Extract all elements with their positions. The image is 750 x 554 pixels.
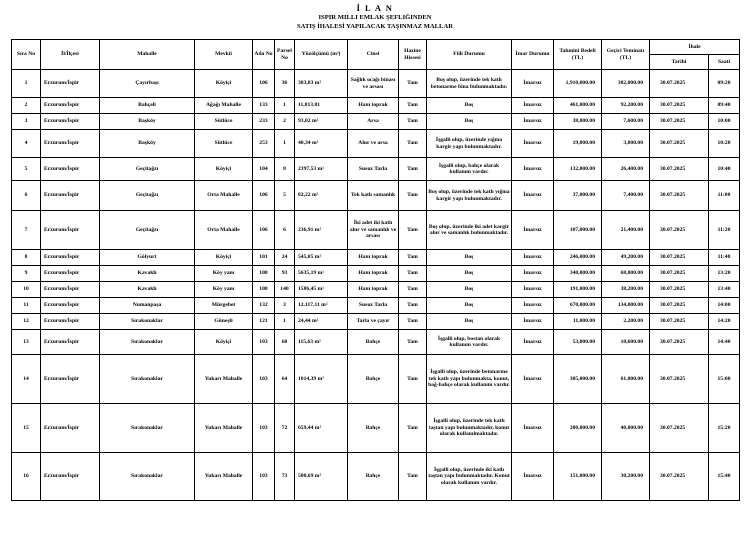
cell-sira: 3 xyxy=(12,114,41,130)
cell-cinsi: Bahçe xyxy=(348,355,399,404)
notice-subtitle: ISPIR MILLI EMLAK ŞEFLIĞINDEN xyxy=(318,14,432,21)
cell-il: Erzurum/İspir xyxy=(41,355,100,404)
cell-saat: 15:40 xyxy=(709,453,740,501)
cell-hisse: Tam xyxy=(399,404,427,453)
cell-imar: İmarsız xyxy=(512,181,554,211)
cell-ada: 101 xyxy=(253,250,275,266)
cell-parsel: 8 xyxy=(275,158,295,181)
cell-tarih: 30.07.2025 xyxy=(650,114,709,130)
cell-teminat: 40,000.00 xyxy=(602,404,650,453)
col-header-il: İl/İlçesi xyxy=(41,40,100,70)
table-row xyxy=(12,98,740,114)
cell-il: Erzurum/İspir xyxy=(41,453,100,501)
cell-hisse: Tam xyxy=(399,298,427,314)
cell-cinsi: Arsa xyxy=(348,114,399,130)
cell-parsel: 36 xyxy=(275,70,295,98)
cell-ada: 103 xyxy=(253,330,275,355)
cell-yuzolcumu: 659,44 m² xyxy=(295,404,348,453)
cell-fiili: Boş olup, üzerinde iki adet kargir ahır ve samanlık bulunmaktadır. xyxy=(427,211,512,250)
cell-yuzolcumu: 2397,53 m² xyxy=(295,158,348,181)
cell-il: Erzurum/İspir xyxy=(41,70,100,98)
cell-sira: 7 xyxy=(12,211,41,250)
cell-teminat: 3,800.00 xyxy=(602,130,650,158)
cell-saat: 11:40 xyxy=(709,250,740,266)
cell-mevki: Köyiçi xyxy=(195,250,253,266)
cell-mahalle: Geçitağzı xyxy=(100,158,195,181)
cell-imar: İmarsız xyxy=(512,98,554,114)
cell-hisse: Tam xyxy=(399,70,427,98)
cell-imar: İmarsız xyxy=(512,355,554,404)
cell-mevki: Yukarı Mahalle xyxy=(195,355,253,404)
cell-bedel: 38,000.00 xyxy=(554,114,602,130)
table-row xyxy=(12,211,740,250)
cell-mahalle: Sırakonaklar xyxy=(100,330,195,355)
cell-yuzolcumu: 11,813.81 xyxy=(295,98,348,114)
cell-teminat: 21,400.00 xyxy=(602,211,650,250)
cell-saat: 11:00 xyxy=(709,181,740,211)
cell-bedel: 670,000.00 xyxy=(554,298,602,314)
cell-sira: 12 xyxy=(12,314,41,330)
cell-mahalle: Gölyurt xyxy=(100,250,195,266)
cell-parsel: 140 xyxy=(275,282,295,298)
table-row xyxy=(12,70,740,98)
cell-hisse: Tam xyxy=(399,114,427,130)
cell-sira: 10 xyxy=(12,282,41,298)
col-header-sira: Sıra No xyxy=(12,40,41,70)
cell-imar: İmarsız xyxy=(512,114,554,130)
cell-teminat: 49,200.00 xyxy=(602,250,650,266)
col-header-saat: Saati xyxy=(709,55,740,70)
cell-tarih: 30.07.2025 xyxy=(650,98,709,114)
cell-parsel: 1 xyxy=(275,130,295,158)
cell-teminat: 68,000.00 xyxy=(602,266,650,282)
cell-parsel: 2 xyxy=(275,114,295,130)
cell-il: Erzurum/İspir xyxy=(41,114,100,130)
cell-sira: 5 xyxy=(12,158,41,181)
cell-teminat: 134,000.00 xyxy=(602,298,650,314)
cell-mevki: Köyiçi xyxy=(195,158,253,181)
cell-teminat: 382,000.00 xyxy=(602,70,650,98)
cell-fiili: Boş xyxy=(427,266,512,282)
table-row xyxy=(12,355,740,404)
cell-il: Erzurum/İspir xyxy=(41,266,100,282)
cell-parsel: 24 xyxy=(275,250,295,266)
cell-mevki: Köy yanı xyxy=(195,282,253,298)
cell-tarih: 30.07.2025 xyxy=(650,330,709,355)
cell-mevki: Mürgebet xyxy=(195,298,253,314)
col-header-ihale: İhale xyxy=(650,40,740,55)
cell-mevki: Sütlüce xyxy=(195,114,253,130)
cell-ada: 233 xyxy=(253,114,275,130)
col-header-mahalle: Mahalle xyxy=(100,40,195,70)
cell-hisse: Tam xyxy=(399,282,427,298)
table-row xyxy=(12,314,740,330)
cell-mevki: Köy yanı xyxy=(195,266,253,282)
cell-cinsi: Ham toprak xyxy=(348,250,399,266)
cell-hisse: Tam xyxy=(399,314,427,330)
cell-bedel: 200,000.00 xyxy=(554,404,602,453)
cell-hisse: Tam xyxy=(399,130,427,158)
cell-saat: 14:20 xyxy=(709,314,740,330)
cell-yuzolcumu: 236,91 m² xyxy=(295,211,348,250)
cell-hisse: Tam xyxy=(399,266,427,282)
cell-il: Erzurum/İspir xyxy=(41,98,100,114)
cell-bedel: 107,000.00 xyxy=(554,211,602,250)
cell-il: Erzurum/İspir xyxy=(41,158,100,181)
cell-yuzolcumu: 5635,19 m² xyxy=(295,266,348,282)
col-header-tarih: Tarihi xyxy=(650,55,709,70)
cell-sira: 11 xyxy=(12,298,41,314)
cell-teminat: 92,200.00 xyxy=(602,98,650,114)
cell-saat: 10:00 xyxy=(709,114,740,130)
cell-tarih: 30.07.2025 xyxy=(650,282,709,298)
cell-bedel: 37,000.00 xyxy=(554,181,602,211)
cell-ada: 103 xyxy=(253,404,275,453)
cell-hisse: Tam xyxy=(399,211,427,250)
table-row xyxy=(12,130,740,158)
cell-il: Erzurum/İspir xyxy=(41,130,100,158)
col-header-ada: Ada No xyxy=(253,40,275,70)
cell-il: Erzurum/İspir xyxy=(41,250,100,266)
cell-teminat: 7,400.00 xyxy=(602,181,650,211)
cell-imar: İmarsız xyxy=(512,330,554,355)
cell-yuzolcumu: 24,44 m² xyxy=(295,314,348,330)
col-header-yuzolcumu: Yüzölçümü (m²) xyxy=(295,40,348,70)
cell-yuzolcumu: 545,05 m² xyxy=(295,250,348,266)
cell-saat: 10:40 xyxy=(709,158,740,181)
cell-imar: İmarsız xyxy=(512,453,554,501)
cell-yuzolcumu: 93,02 m² xyxy=(295,114,348,130)
cell-bedel: 151,000.00 xyxy=(554,453,602,501)
cell-mevki: Köyiçi xyxy=(195,330,253,355)
cell-parsel: 72 xyxy=(275,404,295,453)
cell-sira: 2 xyxy=(12,98,41,114)
cell-sira: 4 xyxy=(12,130,41,158)
cell-imar: İmarsız xyxy=(512,250,554,266)
cell-teminat: 7,600.00 xyxy=(602,114,650,130)
cell-imar: İmarsız xyxy=(512,404,554,453)
cell-saat: 11:20 xyxy=(709,211,740,250)
cell-cinsi: İki adet iki katlı ahır ve samanlık ve arsası xyxy=(348,211,399,250)
col-header-mevki: Mevkii xyxy=(195,40,253,70)
cell-sira: 8 xyxy=(12,250,41,266)
cell-tarih: 30.07.2025 xyxy=(650,70,709,98)
cell-ada: 106 xyxy=(253,181,275,211)
cell-bedel: 19,000.00 xyxy=(554,130,602,158)
cell-tarih: 30.07.2025 xyxy=(650,211,709,250)
cell-il: Erzurum/İspir xyxy=(41,314,100,330)
cell-parsel: 1 xyxy=(275,98,295,114)
cell-imar: İmarsız xyxy=(512,282,554,298)
cell-ada: 106 xyxy=(253,70,275,98)
cell-sira: 13 xyxy=(12,330,41,355)
cell-ada: 104 xyxy=(253,158,275,181)
cell-ada: 121 xyxy=(253,314,275,330)
cell-cinsi: Ahır ve arsa xyxy=(348,130,399,158)
col-header-teminat: Geçici Teminatı (TL) xyxy=(602,40,650,70)
cell-teminat: 10,600.00 xyxy=(602,330,650,355)
cell-fiili: Boş xyxy=(427,98,512,114)
cell-parsel: 93 xyxy=(275,266,295,282)
table-row xyxy=(12,298,740,314)
cell-yuzolcumu: 1586,45 m² xyxy=(295,282,348,298)
col-header-parsel: Parsel No xyxy=(275,40,295,70)
cell-mevki: Yukarı Mahalle xyxy=(195,453,253,501)
cell-ada: 106 xyxy=(253,211,275,250)
cell-fiili: İşgalli olup, üzerinde yığma kargir yapı bulunmaktadır. xyxy=(427,130,512,158)
cell-parsel: 3 xyxy=(275,298,295,314)
cell-yuzolcumu: 1014,39 m² xyxy=(295,355,348,404)
cell-cinsi: Susuz Tarla xyxy=(348,158,399,181)
cell-mahalle: Sırakonaklar xyxy=(100,404,195,453)
table-row xyxy=(12,330,740,355)
cell-tarih: 30.07.2025 xyxy=(650,355,709,404)
cell-mahalle: Kavakh xyxy=(100,266,195,282)
cell-hisse: Tam xyxy=(399,453,427,501)
cell-cinsi: Ham toprak xyxy=(348,266,399,282)
col-header-fiili: Fiili Durumu xyxy=(427,40,512,70)
cell-yuzolcumu: 12.117,11 m² xyxy=(295,298,348,314)
cell-saat: 09:20 xyxy=(709,70,740,98)
cell-teminat: 38,200.00 xyxy=(602,282,650,298)
table-row xyxy=(12,266,740,282)
cell-yuzolcumu: 500,69 m² xyxy=(295,453,348,501)
cell-mahalle: Geçitağzı xyxy=(100,181,195,211)
cell-cinsi: Bahçe xyxy=(348,404,399,453)
cell-tarih: 30.07.2025 xyxy=(650,453,709,501)
cell-fiili: Boş olup, üzerinde tek katlı yığma kargir yapı bulunmaktadır. xyxy=(427,181,512,211)
cell-il: Erzurum/İspir xyxy=(41,298,100,314)
cell-teminat: 30,200.00 xyxy=(602,453,650,501)
cell-mahalle: Çayırbaşı xyxy=(100,70,195,98)
cell-bedel: 305,000.00 xyxy=(554,355,602,404)
cell-mahalle: Geçitağzı xyxy=(100,211,195,250)
cell-saat: 10:20 xyxy=(709,130,740,158)
cell-saat: 13:40 xyxy=(709,282,740,298)
cell-teminat: 2,200.00 xyxy=(602,314,650,330)
table-row xyxy=(12,181,740,211)
cell-fiili: Boş olup, üzerinde tek katlı betonarme bina bulunmaktadır. xyxy=(427,70,512,98)
cell-cinsi: Bahçe xyxy=(348,330,399,355)
table-row xyxy=(12,282,740,298)
col-header-bedel: Tahmini Bedeli (TL) xyxy=(554,40,602,70)
table-row xyxy=(12,158,740,181)
cell-mahalle: Numanpaşa xyxy=(100,298,195,314)
cell-tarih: 30.07.2025 xyxy=(650,181,709,211)
cell-teminat: 61,000.00 xyxy=(602,355,650,404)
cell-mevki: Orta Mahalle xyxy=(195,181,253,211)
cell-sira: 14 xyxy=(12,355,41,404)
cell-parsel: 6 xyxy=(275,211,295,250)
cell-imar: İmarsız xyxy=(512,298,554,314)
cell-tarih: 30.07.2025 xyxy=(650,158,709,181)
cell-fiili: Boş xyxy=(427,314,512,330)
cell-tarih: 30.07.2025 xyxy=(650,314,709,330)
col-header-imar: İmar Durumu xyxy=(512,40,554,70)
cell-mevki: Köyiçi xyxy=(195,70,253,98)
cell-mevki: Ağağı Mahalle xyxy=(195,98,253,114)
table-row xyxy=(12,404,740,453)
cell-hisse: Tam xyxy=(399,158,427,181)
cell-fiili: Boş xyxy=(427,250,512,266)
cell-fiili: İşgalli olup, üzerinde tek katlı taştan yapı bulunmaktadır, konut olarak kullanılmaktadır. xyxy=(427,404,512,453)
cell-ada: 108 xyxy=(253,266,275,282)
cell-bedel: 11,000.00 xyxy=(554,314,602,330)
cell-ada: 132 xyxy=(253,298,275,314)
cell-imar: İmarsız xyxy=(512,211,554,250)
cell-fiili: İşgalli olup, üzerinde betonarme tek katlı yapı bulunmakta, konut, bağ-bahçe olarak kullanım vardır. xyxy=(427,355,512,404)
cell-cinsi: Ham toprak xyxy=(348,282,399,298)
cell-mevki: Orta Mahalle xyxy=(195,211,253,250)
cell-yuzolcumu: 40,34 m² xyxy=(295,130,348,158)
cell-sira: 1 xyxy=(12,70,41,98)
cell-saat: 09:40 xyxy=(709,98,740,114)
table-row xyxy=(12,250,740,266)
notice-title: İ L A N xyxy=(356,3,394,13)
table-row xyxy=(12,114,740,130)
cell-saat: 13:20 xyxy=(709,266,740,282)
cell-il: Erzurum/İspir xyxy=(41,282,100,298)
cell-mahalle: Kavakh xyxy=(100,282,195,298)
cell-tarih: 30.07.2025 xyxy=(650,298,709,314)
cell-saat: 14:00 xyxy=(709,298,740,314)
col-header-hisse: Hazine Hissesi xyxy=(399,40,427,70)
cell-imar: İmarsız xyxy=(512,314,554,330)
cell-fiili: Boş xyxy=(427,298,512,314)
cell-tarih: 30.07.2025 xyxy=(650,266,709,282)
cell-hisse: Tam xyxy=(399,330,427,355)
cell-ada: 103 xyxy=(253,355,275,404)
cell-sira: 6 xyxy=(12,181,41,211)
cell-ada: 108 xyxy=(253,282,275,298)
cell-fiili: Boş xyxy=(427,282,512,298)
table-body xyxy=(12,70,740,501)
cell-il: Erzurum/İspir xyxy=(41,181,100,211)
cell-hisse: Tam xyxy=(399,250,427,266)
cell-cinsi: Susuz Tarla xyxy=(348,298,399,314)
cell-bedel: 53,000.00 xyxy=(554,330,602,355)
cell-hisse: Tam xyxy=(399,181,427,211)
cell-il: Erzurum/İspir xyxy=(41,330,100,355)
cell-bedel: 132,000.00 xyxy=(554,158,602,181)
cell-saat: 15:20 xyxy=(709,404,740,453)
property-table xyxy=(11,39,740,501)
cell-imar: İmarsız xyxy=(512,266,554,282)
cell-parsel: 5 xyxy=(275,181,295,211)
cell-cinsi: Tek katlı samanlık xyxy=(348,181,399,211)
cell-parsel: 68 xyxy=(275,330,295,355)
notice-header xyxy=(0,0,750,31)
cell-mahalle: Sırakonaklar xyxy=(100,453,195,501)
cell-bedel: 461,000.00 xyxy=(554,98,602,114)
cell-fiili: İşgalli olup, bostan olarak kullanım vardır. xyxy=(427,330,512,355)
cell-mahalle: Sırakonaklar xyxy=(100,355,195,404)
cell-ada: 253 xyxy=(253,130,275,158)
cell-sira: 9 xyxy=(12,266,41,282)
cell-mevki: Sütlüce xyxy=(195,130,253,158)
table-row xyxy=(12,453,740,501)
col-header-cinsi: Cinsi xyxy=(348,40,399,70)
cell-tarih: 30.07.2025 xyxy=(650,250,709,266)
cell-bedel: 191,000.00 xyxy=(554,282,602,298)
cell-saat: 15:00 xyxy=(709,355,740,404)
notice-heading: SATIŞ İHALESİ YAPILACAK TAŞINMAZ MALLAR xyxy=(297,23,453,30)
cell-bedel: 246,000.00 xyxy=(554,250,602,266)
table-header-row xyxy=(12,40,740,55)
cell-imar: İmarsız xyxy=(512,130,554,158)
cell-parsel: 1 xyxy=(275,314,295,330)
cell-mahalle: Başköy xyxy=(100,114,195,130)
cell-fiili: İşgalli olup, bahçe olarak kullanım vardır. xyxy=(427,158,512,181)
cell-teminat: 26,400.00 xyxy=(602,158,650,181)
cell-sira: 16 xyxy=(12,453,41,501)
cell-il: Erzurum/İspir xyxy=(41,211,100,250)
cell-mahalle: Sırakonaklar xyxy=(100,314,195,330)
cell-fiili: İşgalli olup, üzerinde iki katlı taştan yapı bulunmaktadır. Konut olarak kullanım vardır. xyxy=(427,453,512,501)
cell-mahalle: Başköy xyxy=(100,130,195,158)
cell-tarih: 30.07.2025 xyxy=(650,130,709,158)
cell-bedel: 1,910,000.00 xyxy=(554,70,602,98)
cell-yuzolcumu: 82,22 m² xyxy=(295,181,348,211)
cell-imar: İmarsız xyxy=(512,158,554,181)
cell-parsel: 64 xyxy=(275,355,295,404)
cell-fiili: Boş xyxy=(427,114,512,130)
cell-sira: 15 xyxy=(12,404,41,453)
cell-mevki: Yukarı Mahalle xyxy=(195,404,253,453)
cell-imar: İmarsız xyxy=(512,70,554,98)
cell-hisse: Tam xyxy=(399,355,427,404)
cell-cinsi: Ham toprak xyxy=(348,98,399,114)
cell-il: Erzurum/İspir xyxy=(41,404,100,453)
cell-ada: 133 xyxy=(253,98,275,114)
cell-cinsi: Tarla ve çayır xyxy=(348,314,399,330)
cell-ada: 103 xyxy=(253,453,275,501)
cell-yuzolcumu: 383,83 m² xyxy=(295,70,348,98)
cell-cinsi: Sağlık ocağı binası ve arsası xyxy=(348,70,399,98)
cell-mevki: Güneşli xyxy=(195,314,253,330)
cell-mahalle: Bahçeli xyxy=(100,98,195,114)
cell-bedel: 340,000.00 xyxy=(554,266,602,282)
cell-saat: 14:40 xyxy=(709,330,740,355)
cell-parsel: 73 xyxy=(275,453,295,501)
cell-cinsi: Bahçe xyxy=(348,453,399,501)
cell-hisse: Tam xyxy=(399,98,427,114)
cell-yuzolcumu: 115,63 m² xyxy=(295,330,348,355)
cell-tarih: 30.07.2025 xyxy=(650,404,709,453)
